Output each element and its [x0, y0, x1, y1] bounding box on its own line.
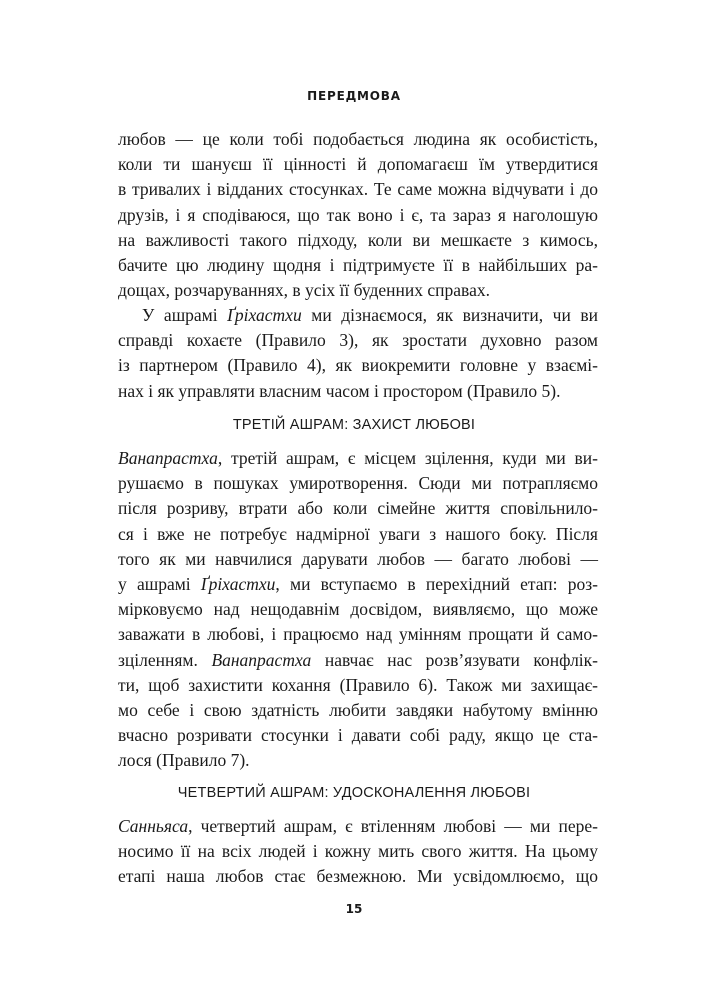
text-line: любов — це коли тобі подобається людина як особистість, — [118, 129, 598, 149]
text-line: носимо її на всіх людей і кожну мить свого життя. На цьому — [118, 841, 598, 862]
text-line: лося (Правило 7). — [118, 750, 250, 771]
paragraph-continuation — [118, 127, 598, 303]
text-line: зціленням. Ванапрастха навчає нас розв’язувати конфлік- — [118, 649, 598, 670]
text-line: коли ти шануєш її цінності й допомагаєш їм утвердитися — [118, 154, 598, 175]
text-line: бачите цю людину щодня і підтримуєте її в найбільших ра- — [118, 255, 598, 276]
text-line: Ванапрастха, третій ашрам, є місцем зцілення, куди ми ви- — [118, 448, 598, 468]
term-vanaprastha: Ванапрастха — [118, 448, 218, 468]
section-heading-fourth-ashram: ЧЕТВЕРТИЙ АШРАМ: УДОСКОНАЛЕННЯ ЛЮБОВІ — [177, 785, 531, 801]
text-line: у ашрамі Ґріхастхи, ми вступаємо в перехідний етап: роз- — [118, 574, 598, 595]
term-vanaprastha: Ванапрастха — [211, 649, 312, 670]
text-line: після розриву, втрати або коли сімейне життя сповільнило- — [118, 498, 598, 519]
page-number: 15 — [345, 902, 363, 916]
paragraph-grihastha — [118, 303, 598, 404]
text-line: вчасно розривати стосунки і давати собі раду, якщо це ста- — [118, 725, 598, 746]
text-line: мірковуємо над нещодавнім досвідом, виявляємо, що може — [118, 599, 598, 620]
text-line: із партнером (Правило 4), як виокремити головне у взаємі- — [118, 355, 598, 376]
running-head: ПЕРЕДМОВА — [307, 89, 401, 103]
text-line: в тривалих і відданих стосунках. Те саме можна відчувати і до — [118, 179, 598, 200]
text-line: мо себе і свою здатність любити завдяки набутому вмінню — [118, 700, 598, 721]
section-heading-third-ashram: ТРЕТІЙ АШРАМ: ЗАХИСТ ЛЮБОВІ — [232, 417, 476, 433]
paragraph-vanaprastha — [118, 446, 598, 774]
text-line: заважати в любові, і працюємо над умінням прощати й само- — [118, 624, 598, 645]
text-line: ти, щоб захистити кохання (Правило 6). Також ми захищає- — [118, 674, 598, 695]
term-grihastha: Ґріхастхи — [200, 574, 276, 595]
text-line: того як ми навчилися дарувати любов — багато любові — — [118, 548, 598, 569]
text-line: У ашрамі Ґріхастхи ми дізнаємося, як визначити, чи ви — [142, 305, 599, 325]
text-line: нах і як управляти власним часом і простором (Правило 5). — [118, 380, 561, 401]
paragraph-sannyasa — [118, 814, 598, 890]
text-line: друзів, і я сподіваюся, що так воно і є, та зараз я наголошую — [118, 204, 598, 225]
text-line: Санньяса, четвертий ашрам, є втіленням любові — ми пере- — [118, 816, 598, 836]
text-line: справді кохаєте (Правило 3), як зростати духовно разом — [118, 330, 598, 351]
text-line: дощах, розчаруваннях, в усіх її буденних справах. — [118, 280, 490, 301]
text-line: на важливості такого підходу, коли ви мешкаєте з кимось, — [118, 229, 598, 250]
term-grihastha: Ґріхастхи — [227, 305, 302, 325]
text-line: етапі наша любов стає безмежною. Ми усвідомлюємо, що — [118, 866, 598, 887]
text-line: рушаємо в пошуках умиротворення. Сюди ми потрапляємо — [118, 473, 598, 494]
term-sannyasa: Санньяса — [118, 816, 189, 836]
text-line: ся і вже не потребує надмірної уваги з нашого боку. Після — [118, 523, 598, 544]
